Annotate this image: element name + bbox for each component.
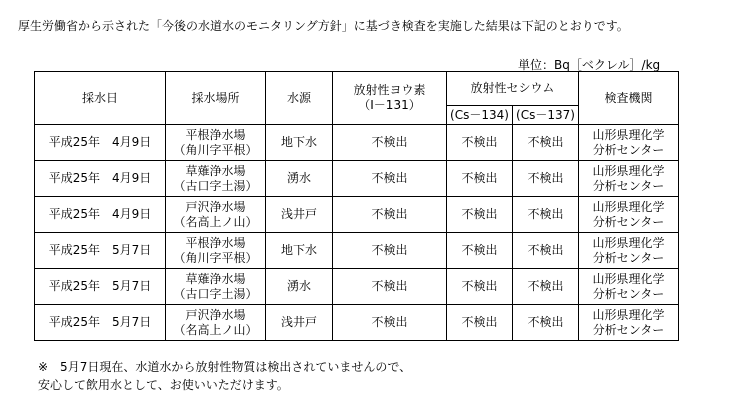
- cell-cs134: [447, 125, 513, 161]
- cell-iodine-text: 不検出: [371, 171, 408, 185]
- cell-iodine-text: 不検出: [371, 279, 408, 293]
- cell-place-text: 平根浄水場: [185, 235, 246, 250]
- cell-date: [35, 233, 166, 269]
- cell-source-text: 湧水: [286, 279, 311, 293]
- cell-cs134: [447, 233, 513, 269]
- footnote-line-1: ※ 5月7日現在、水道水から放射性物質は検出されていませんので、: [38, 360, 412, 374]
- cell-place-text: 草薙浄水場: [185, 271, 246, 286]
- cell-cs137-text: 不検出: [527, 279, 564, 293]
- cell-place: [166, 233, 266, 269]
- cell-source: [266, 233, 333, 269]
- cell-place-text: （古口字土湯）: [173, 286, 258, 301]
- cell-agency: [579, 233, 679, 269]
- cell-date: [35, 269, 166, 305]
- cell-iodine-text: 不検出: [371, 315, 408, 329]
- cell-iodine: [333, 161, 447, 197]
- header-iodine: [333, 72, 447, 125]
- cell-agency-text: 山形県理化学: [592, 235, 665, 250]
- cell-place: [166, 305, 266, 341]
- table-row: [35, 161, 679, 197]
- cell-cs137-text: 不検出: [527, 315, 564, 329]
- cell-source-text: 湧水: [286, 171, 311, 185]
- table-row: [35, 305, 679, 341]
- cell-place-text: （名高上ノ山）: [173, 322, 258, 337]
- cell-iodine-text: 不検出: [371, 135, 408, 149]
- cell-agency-text: 分析センター: [592, 178, 665, 193]
- cell-agency: [579, 161, 679, 197]
- cell-date: [35, 305, 166, 341]
- cell-place: [166, 125, 266, 161]
- table-row: [35, 269, 679, 305]
- cell-cs134-text: 不検出: [461, 135, 498, 149]
- cell-date-text: 平成25年 4月9日: [48, 135, 152, 149]
- cell-date-text: 平成25年 5月7日: [48, 315, 152, 329]
- cell-date-text: 平成25年 5月7日: [48, 243, 152, 257]
- results-table: [34, 71, 679, 341]
- cell-source: [266, 305, 333, 341]
- cell-agency-text: 分析センター: [592, 214, 665, 229]
- cell-agency-text: 分析センター: [592, 250, 665, 265]
- cell-cs134: [447, 161, 513, 197]
- cell-cs134-text: 不検出: [461, 207, 498, 221]
- header-cs134: (Cs－134): [447, 106, 513, 125]
- cell-cs134-text: 不検出: [461, 171, 498, 185]
- footnote-line-2: 安心して飲用水として、お使いいただけます。: [38, 378, 289, 392]
- table-row: [35, 197, 679, 233]
- header-iodine-sub: （I－131）: [358, 98, 421, 112]
- cell-iodine-text: 不検出: [371, 207, 408, 221]
- cell-iodine: [333, 269, 447, 305]
- cell-place: [166, 269, 266, 305]
- table-row: [35, 233, 679, 269]
- cell-agency-text: 山形県理化学: [592, 163, 665, 178]
- cell-cs137: [513, 161, 579, 197]
- intro-text: 厚生労働省から示された「今後の水道水のモニタリング方針」に基づき検査を実施した結果は下記のとおりです。: [18, 19, 629, 33]
- cell-place-text: （古口字土湯）: [173, 178, 258, 193]
- cell-cs134-text: 不検出: [461, 279, 498, 293]
- cell-cs137: [513, 269, 579, 305]
- cell-agency-text: 山形県理化学: [592, 271, 665, 286]
- cell-cs137: [513, 125, 579, 161]
- cell-date-text: 平成25年 4月9日: [48, 171, 152, 185]
- cell-agency-text: 分析センター: [592, 322, 665, 337]
- cell-place-text: 平根浄水場: [185, 127, 246, 142]
- cell-date-text: 平成25年 5月7日: [48, 279, 152, 293]
- cell-cs137-text: 不検出: [527, 207, 564, 221]
- cell-cs134: [447, 269, 513, 305]
- cell-agency: [579, 269, 679, 305]
- cell-agency: [579, 125, 679, 161]
- cell-place-text: 戸沢浄水場: [185, 307, 246, 322]
- header-place: 採水場所: [166, 72, 266, 125]
- cell-source: [266, 197, 333, 233]
- cell-date: [35, 125, 166, 161]
- header-iodine-label: 放射性ヨウ素: [353, 83, 426, 97]
- cell-cs137: [513, 197, 579, 233]
- cell-cs137-text: 不検出: [527, 243, 564, 257]
- cell-place-text: （角川字平根）: [173, 250, 258, 265]
- cell-cs134-text: 不検出: [461, 315, 498, 329]
- header-source: 水源: [266, 72, 333, 125]
- cell-place: [166, 161, 266, 197]
- cell-date: [35, 197, 166, 233]
- cell-agency-text: 山形県理化学: [592, 307, 665, 322]
- cell-source-text: 地下水: [280, 243, 317, 257]
- table-row: [35, 125, 679, 161]
- cell-place-text: （名高上ノ山）: [173, 214, 258, 229]
- header-cs137: (Cs－137): [513, 106, 579, 125]
- footnote: [38, 358, 411, 394]
- cell-iodine: [333, 233, 447, 269]
- unit-label: 単位：Bq［ベクレル］/kg: [518, 58, 661, 72]
- cell-source: [266, 161, 333, 197]
- cell-agency-text: 山形県理化学: [592, 127, 665, 142]
- cell-date: [35, 161, 166, 197]
- header-cesium: 放射性セシウム: [447, 72, 579, 106]
- cell-agency-text: 分析センター: [592, 142, 665, 157]
- cell-agency-text: 分析センター: [592, 286, 665, 301]
- header-row: [35, 72, 679, 106]
- cell-source-text: 地下水: [280, 135, 317, 149]
- cell-source: [266, 125, 333, 161]
- cell-source-text: 浅井戸: [280, 315, 317, 329]
- cell-cs137: [513, 233, 579, 269]
- cell-source-text: 浅井戸: [280, 207, 317, 221]
- header-date: 採水日: [35, 72, 166, 125]
- cell-place-text: 戸沢浄水場: [185, 199, 246, 214]
- cell-source: [266, 269, 333, 305]
- cell-agency-text: 山形県理化学: [592, 199, 665, 214]
- cell-iodine: [333, 125, 447, 161]
- cell-cs134-text: 不検出: [461, 243, 498, 257]
- cell-place-text: 草薙浄水場: [185, 163, 246, 178]
- cell-cs137-text: 不検出: [527, 135, 564, 149]
- cell-cs137-text: 不検出: [527, 171, 564, 185]
- cell-cs134: [447, 197, 513, 233]
- cell-date-text: 平成25年 4月9日: [48, 207, 152, 221]
- cell-cs134: [447, 305, 513, 341]
- header-agency: 検査機関: [579, 72, 679, 125]
- cell-cs137: [513, 305, 579, 341]
- cell-iodine-text: 不検出: [371, 243, 408, 257]
- cell-agency: [579, 305, 679, 341]
- cell-place-text: （角川字平根）: [173, 142, 258, 157]
- cell-agency: [579, 197, 679, 233]
- cell-iodine: [333, 305, 447, 341]
- cell-iodine: [333, 197, 447, 233]
- cell-place: [166, 197, 266, 233]
